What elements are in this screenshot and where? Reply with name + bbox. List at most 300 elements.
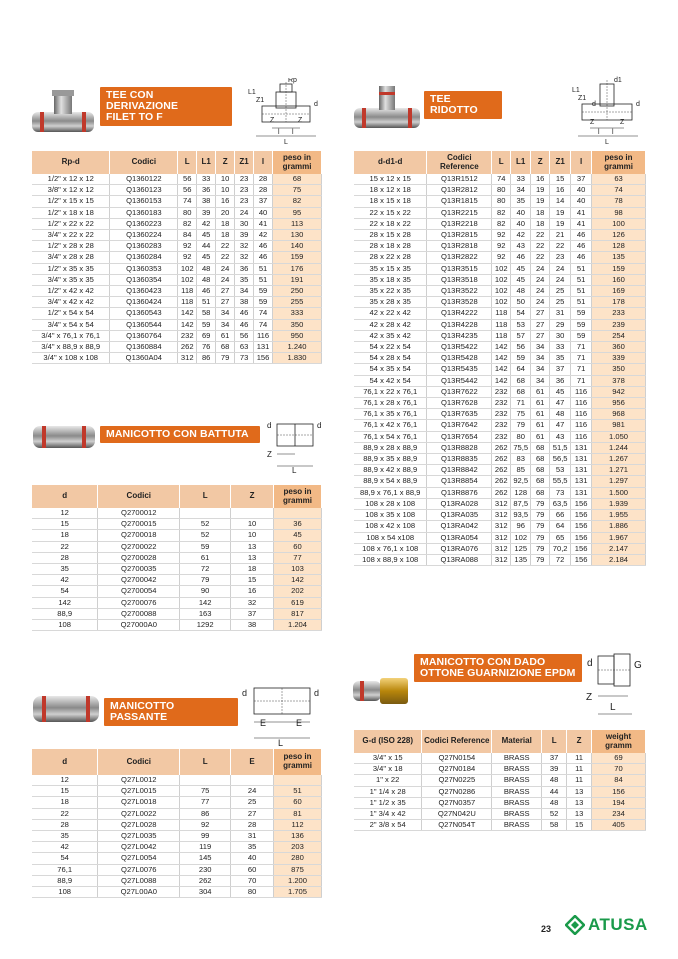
table-cell: 169 bbox=[592, 286, 646, 297]
table-cell: Q27N0154 bbox=[422, 753, 492, 764]
table-cell: 79 bbox=[216, 353, 235, 364]
table-cell: Q1360354 bbox=[110, 274, 178, 285]
table-cell: 142 bbox=[32, 597, 98, 608]
table-cell: 160 bbox=[592, 274, 646, 285]
table-cell: Q2700042 bbox=[98, 575, 180, 586]
table-cell: Q1360153 bbox=[110, 196, 178, 207]
table-cell: 61 bbox=[216, 330, 235, 341]
table-cell: Q1360764 bbox=[110, 330, 178, 341]
table-cell: 92 bbox=[178, 241, 197, 252]
page-number: 23 bbox=[541, 924, 552, 934]
table-cell: 34 bbox=[531, 342, 550, 353]
tee-ridotto-diagram-label: Z bbox=[620, 119, 625, 126]
table-cell: 15 bbox=[32, 519, 98, 530]
table-cell: 59 bbox=[254, 286, 273, 297]
col-header: Codici Reference bbox=[427, 151, 492, 174]
table-cell: 88,9 x 42 x 88,9 bbox=[354, 465, 427, 476]
table-cell: 119 bbox=[180, 842, 231, 853]
manicotto-dado-title: MANICOTTO CON DADO OTTONE GUARNIZIONE EPDM bbox=[414, 654, 582, 682]
table-cell: 232 bbox=[492, 398, 511, 409]
table-cell: 23 bbox=[235, 196, 254, 207]
table-cell: 73 bbox=[550, 487, 571, 498]
table-cell: 54 x 35 x 54 bbox=[354, 364, 427, 375]
table-cell: 23 bbox=[235, 185, 254, 196]
table-cell: 76 bbox=[197, 342, 216, 353]
table-cell: 35 bbox=[550, 353, 571, 364]
table-row bbox=[354, 487, 646, 498]
table-cell: 38 bbox=[235, 297, 254, 308]
table-cell: 79 bbox=[531, 498, 550, 509]
table-cell: 51 bbox=[197, 297, 216, 308]
table-cell: 178 bbox=[592, 297, 646, 308]
table-cell: 19 bbox=[550, 218, 571, 229]
table-cell: 72 bbox=[550, 554, 571, 565]
table-cell: 16 bbox=[531, 174, 550, 185]
table-cell: 73 bbox=[235, 353, 254, 364]
table-cell: 102 bbox=[178, 263, 197, 274]
table-cell: 56 bbox=[178, 174, 197, 185]
table-cell: 18 bbox=[216, 218, 235, 229]
table-cell: 27 bbox=[531, 330, 550, 341]
table-row bbox=[354, 319, 646, 330]
table-row bbox=[32, 196, 322, 207]
table-cell: 1/2" x 35 x 35 bbox=[32, 263, 110, 274]
table-cell: Q2700028 bbox=[98, 552, 180, 563]
table-cell: 16 bbox=[550, 185, 571, 196]
col-header: weight gramm bbox=[592, 730, 646, 753]
table-cell: Q13R1815 bbox=[427, 196, 492, 207]
table-cell: 203 bbox=[274, 842, 322, 853]
table-cell: 131 bbox=[571, 476, 592, 487]
table-cell: 16 bbox=[216, 196, 235, 207]
table-cell: 41 bbox=[571, 218, 592, 229]
table-cell: 45 bbox=[511, 263, 531, 274]
table-cell: 817 bbox=[274, 608, 322, 619]
table-cell: 233 bbox=[592, 308, 646, 319]
col-header: Z bbox=[567, 730, 592, 753]
table-cell: 15 bbox=[231, 575, 274, 586]
table-cell: 312 bbox=[492, 554, 511, 565]
manicotto-passante-diagram-label: d bbox=[314, 688, 320, 698]
table-cell: 405 bbox=[592, 820, 646, 831]
table-cell: Q27L0022 bbox=[98, 808, 180, 819]
table-row bbox=[354, 409, 646, 420]
table-cell: 156 bbox=[571, 498, 592, 509]
table-cell: 24 bbox=[531, 286, 550, 297]
table-cell: 22 bbox=[531, 252, 550, 263]
table-cell: 312 bbox=[492, 532, 511, 543]
table-cell: 156 bbox=[571, 532, 592, 543]
table-cell: Q13R3518 bbox=[427, 274, 492, 285]
table-cell: 92 bbox=[492, 252, 511, 263]
table-cell: 35 x 28 x 35 bbox=[354, 297, 427, 308]
table-cell: 54 x 42 x 54 bbox=[354, 375, 427, 386]
table-cell: 194 bbox=[592, 797, 646, 808]
table-cell: 74 bbox=[178, 196, 197, 207]
table-row bbox=[32, 597, 322, 608]
manicotto-battuta-table bbox=[32, 485, 322, 631]
table-cell: 75 bbox=[180, 786, 231, 797]
table-cell: 40 bbox=[231, 853, 274, 864]
table-row bbox=[32, 174, 322, 185]
table-row bbox=[32, 508, 322, 519]
table-cell: 304 bbox=[180, 887, 231, 898]
table-cell: 13 bbox=[231, 552, 274, 563]
table-cell: 12 bbox=[32, 508, 98, 519]
table-cell: 23 bbox=[235, 174, 254, 185]
table-cell: 28 x 18 x 28 bbox=[354, 241, 427, 252]
tee-ridotto-diagram-label: l bbox=[598, 129, 600, 136]
table-cell: 234 bbox=[592, 809, 646, 820]
table-cell: Q13R2818 bbox=[427, 241, 492, 252]
table-cell: 46 bbox=[571, 241, 592, 252]
col-header: Codici bbox=[98, 749, 180, 775]
table-cell: 54 x 28 x 54 bbox=[354, 353, 427, 364]
col-header: peso in grammi bbox=[273, 151, 322, 174]
table-cell: 60 bbox=[274, 541, 322, 552]
table-cell: 76,1 bbox=[32, 864, 98, 875]
table-cell: 38 bbox=[197, 196, 216, 207]
table-row bbox=[32, 620, 322, 631]
table-cell: 140 bbox=[273, 241, 322, 252]
table-cell: 60 bbox=[274, 797, 322, 808]
table-cell: 72 bbox=[180, 564, 231, 575]
table-row bbox=[32, 564, 322, 575]
table-cell: 68 bbox=[531, 465, 550, 476]
table-cell: Q13RA054 bbox=[427, 532, 492, 543]
table-row bbox=[32, 819, 322, 830]
col-header: Material bbox=[492, 730, 542, 753]
table-cell: 22 bbox=[216, 241, 235, 252]
table-cell: Q27L0018 bbox=[98, 797, 180, 808]
table-cell: 28 bbox=[254, 185, 273, 196]
table-cell: 77 bbox=[274, 552, 322, 563]
table-cell: BRASS bbox=[492, 786, 542, 797]
table-cell: 84 bbox=[592, 775, 646, 786]
tee-ridotto-diagram-label: d1 bbox=[614, 77, 622, 84]
table-cell: 108 x 76,1 x 108 bbox=[354, 543, 427, 554]
table-cell: 34 bbox=[531, 375, 550, 386]
table-cell: 39 bbox=[235, 230, 254, 241]
table-cell: Q13R8835 bbox=[427, 454, 492, 465]
table-cell: 13 bbox=[567, 809, 592, 820]
table-cell: 34 bbox=[235, 286, 254, 297]
table-cell: 30 bbox=[550, 330, 571, 341]
table-cell: Q27L0076 bbox=[98, 864, 180, 875]
table-cell: 102 bbox=[511, 532, 531, 543]
manicotto-passante-title: MANICOTTO PASSANTE bbox=[104, 698, 238, 726]
table-cell: 24 bbox=[550, 263, 571, 274]
table-cell: 35 x 18 x 35 bbox=[354, 274, 427, 285]
table-row bbox=[32, 864, 322, 875]
table-cell: 46 bbox=[197, 286, 216, 297]
table-cell: Q13R2215 bbox=[427, 207, 492, 218]
table-cell: 92 bbox=[178, 252, 197, 263]
table-row bbox=[32, 608, 322, 619]
table-cell: 118 bbox=[178, 286, 197, 297]
table-cell: Q13R8876 bbox=[427, 487, 492, 498]
table-cell: Q13R8854 bbox=[427, 476, 492, 487]
table-row bbox=[354, 797, 646, 808]
table-cell: 142 bbox=[274, 575, 322, 586]
col-header: peso in grammi bbox=[274, 485, 322, 508]
table-cell: Q1360122 bbox=[110, 174, 178, 185]
table-cell: 126 bbox=[592, 230, 646, 241]
table-cell: 3/4" x 76,1 x 76,1 bbox=[32, 330, 110, 341]
table-cell: 71 bbox=[571, 364, 592, 375]
table-cell: 312 bbox=[492, 510, 511, 521]
manicotto-dado-diagram-label: L bbox=[610, 702, 616, 713]
table-cell: 38 bbox=[231, 620, 274, 631]
table-cell: 32 bbox=[231, 597, 274, 608]
table-cell: Q2700015 bbox=[98, 519, 180, 530]
table-cell: Q27N054T bbox=[422, 820, 492, 831]
table-row bbox=[32, 286, 322, 297]
table-row bbox=[32, 575, 322, 586]
table-cell: Q13R4235 bbox=[427, 330, 492, 341]
table-cell: 46 bbox=[571, 230, 592, 241]
table-cell: 64 bbox=[511, 364, 531, 375]
table-cell: BRASS bbox=[492, 809, 542, 820]
table-cell: Q27L0028 bbox=[98, 819, 180, 830]
table-cell: 52 bbox=[180, 530, 231, 541]
table-cell: 51 bbox=[571, 274, 592, 285]
table-cell: 156 bbox=[592, 786, 646, 797]
table-cell: 71 bbox=[571, 375, 592, 386]
table-cell: 42 bbox=[197, 218, 216, 229]
table-cell: Q13R3528 bbox=[427, 297, 492, 308]
table-cell: 34 bbox=[531, 364, 550, 375]
table-cell: 24 bbox=[235, 207, 254, 218]
table-cell: 202 bbox=[274, 586, 322, 597]
col-header: Rp-d bbox=[32, 151, 110, 174]
table-cell: 29 bbox=[550, 319, 571, 330]
tee-derivazione-diagram-label: Z bbox=[298, 117, 303, 124]
table-cell: 36 bbox=[550, 375, 571, 386]
table-cell bbox=[180, 775, 231, 786]
table-cell: 48 bbox=[197, 274, 216, 285]
table-cell: 70 bbox=[592, 764, 646, 775]
manicotto-passante-image bbox=[32, 694, 100, 729]
table-cell: 3/4" x 28 x 28 bbox=[32, 252, 110, 263]
table-cell: 32 bbox=[235, 252, 254, 263]
table-cell: Q13RA028 bbox=[427, 498, 492, 509]
table-cell: 51 bbox=[571, 286, 592, 297]
table-cell: 102 bbox=[492, 274, 511, 285]
table-cell: 74 bbox=[254, 319, 273, 330]
table-row bbox=[32, 252, 322, 263]
table-row bbox=[32, 831, 322, 842]
table-cell: 18 bbox=[231, 564, 274, 575]
table-cell: 113 bbox=[273, 218, 322, 229]
table-cell: 58 bbox=[542, 820, 567, 831]
table-cell: 102 bbox=[492, 263, 511, 274]
col-header: Z1 bbox=[550, 151, 571, 174]
table-cell: 59 bbox=[180, 541, 231, 552]
tee-derivazione-body bbox=[32, 174, 322, 364]
tee-derivazione-table bbox=[32, 151, 322, 364]
table-row bbox=[32, 230, 322, 241]
col-header: peso in grammi bbox=[592, 151, 646, 174]
table-cell: 1.267 bbox=[592, 454, 646, 465]
table-cell: 36 bbox=[235, 263, 254, 274]
table-cell: 28 bbox=[32, 819, 98, 830]
manicotto-battuta-diagram-label: d bbox=[267, 421, 272, 430]
table-cell: 27 bbox=[531, 319, 550, 330]
table-cell: 50 bbox=[511, 297, 531, 308]
table-cell: 232 bbox=[492, 409, 511, 420]
table-row bbox=[32, 786, 322, 797]
table-cell: 339 bbox=[592, 353, 646, 364]
table-cell: 262 bbox=[178, 342, 197, 353]
table-cell: 142 bbox=[492, 364, 511, 375]
table-cell: 79 bbox=[511, 420, 531, 431]
table-cell: 350 bbox=[592, 364, 646, 375]
table-cell: 1/2" x 18 x 18 bbox=[32, 207, 110, 218]
table-cell: 176 bbox=[273, 263, 322, 274]
table-cell: 92,5 bbox=[511, 476, 531, 487]
table-cell: 262 bbox=[180, 875, 231, 886]
tee-ridotto-diagram-label: L1 bbox=[572, 87, 580, 94]
manicotto-battuta-diagram-label: L bbox=[292, 466, 297, 474]
table-cell: 1/2" x 12 x 12 bbox=[32, 174, 110, 185]
table-cell: Q27L0035 bbox=[98, 831, 180, 842]
table-cell: 25 bbox=[550, 286, 571, 297]
table-cell: 52 bbox=[542, 809, 567, 820]
table-cell: 619 bbox=[274, 597, 322, 608]
table-cell: Q27N042U bbox=[422, 809, 492, 820]
table-cell: 22 bbox=[531, 241, 550, 252]
table-cell: Q2700018 bbox=[98, 530, 180, 541]
table-cell: 59 bbox=[571, 330, 592, 341]
table-cell: 46 bbox=[254, 252, 273, 263]
table-row bbox=[354, 521, 646, 532]
table-cell: 142 bbox=[492, 353, 511, 364]
table-cell: 24 bbox=[216, 263, 235, 274]
table-cell: 968 bbox=[592, 409, 646, 420]
tee-ridotto-image bbox=[352, 84, 422, 137]
table-cell: 33 bbox=[550, 342, 571, 353]
table-cell: Q1360223 bbox=[110, 218, 178, 229]
table-cell: 1/2" x 28 x 28 bbox=[32, 241, 110, 252]
table-cell: 37 bbox=[542, 753, 567, 764]
table-cell: 1" 1/2 x 35 bbox=[354, 797, 422, 808]
table-cell: 76,1 x 54 x 76,1 bbox=[354, 431, 427, 442]
table-cell: Q1360183 bbox=[110, 207, 178, 218]
table-cell: 66 bbox=[550, 510, 571, 521]
table-cell: 333 bbox=[273, 308, 322, 319]
table-cell: 45 bbox=[197, 230, 216, 241]
table-cell: 46 bbox=[571, 252, 592, 263]
table-cell: 350 bbox=[273, 319, 322, 330]
table-cell: 82 bbox=[492, 207, 511, 218]
table-cell: 1292 bbox=[180, 620, 231, 631]
table-row bbox=[354, 809, 646, 820]
table-cell: 28 x 22 x 28 bbox=[354, 252, 427, 263]
table-cell: 98 bbox=[592, 207, 646, 218]
table-cell bbox=[274, 508, 322, 519]
table-cell: Q13R8828 bbox=[427, 442, 492, 453]
table-cell: 46 bbox=[254, 241, 273, 252]
table-cell: Q27L0054 bbox=[98, 853, 180, 864]
table-cell: 145 bbox=[180, 853, 231, 864]
table-cell: 1.939 bbox=[592, 498, 646, 509]
tee-derivazione-diagram-label: Z1 bbox=[256, 97, 265, 104]
table-cell: 3/4" x 15 bbox=[354, 753, 422, 764]
table-cell: 41 bbox=[571, 207, 592, 218]
table-cell: 79 bbox=[531, 532, 550, 543]
table-row bbox=[354, 465, 646, 476]
manicotto-battuta-diagram-label: d bbox=[317, 421, 322, 430]
table-cell: 61 bbox=[531, 398, 550, 409]
table-cell: 18 bbox=[531, 207, 550, 218]
table-cell: 79 bbox=[531, 510, 550, 521]
table-cell: 76,1 x 28 x 76,1 bbox=[354, 398, 427, 409]
table-cell: 1.886 bbox=[592, 521, 646, 532]
table-cell: Q27L0015 bbox=[98, 786, 180, 797]
table-cell: Q13R7654 bbox=[427, 431, 492, 442]
table-row bbox=[32, 808, 322, 819]
table-cell: 18 bbox=[32, 797, 98, 808]
table-cell: 10 bbox=[231, 519, 274, 530]
table-cell: 1.500 bbox=[592, 487, 646, 498]
table-cell: 75 bbox=[273, 185, 322, 196]
table-cell: 82 bbox=[492, 218, 511, 229]
table-cell: Q1360544 bbox=[110, 319, 178, 330]
col-header: l bbox=[254, 151, 273, 174]
table-cell: 83 bbox=[511, 454, 531, 465]
table-cell: 27 bbox=[216, 297, 235, 308]
table-cell: 3/4" x 108 x 108 bbox=[32, 353, 110, 364]
table-cell: 28 bbox=[254, 174, 273, 185]
table-cell: Q27N0184 bbox=[422, 764, 492, 775]
table-cell: 130 bbox=[273, 230, 322, 241]
table-cell: 68 bbox=[273, 174, 322, 185]
table-cell: 51 bbox=[254, 263, 273, 274]
table-cell: 11 bbox=[567, 764, 592, 775]
manicotto-battuta-title: MANICOTTO CON BATTUTA bbox=[100, 426, 260, 443]
tee-derivazione-diagram-label: L1 bbox=[248, 89, 256, 96]
table-cell: 360 bbox=[592, 342, 646, 353]
table-cell: 156 bbox=[571, 510, 592, 521]
table-cell: Q1360A04 bbox=[110, 353, 178, 364]
table-cell: 156 bbox=[571, 554, 592, 565]
tee-derivazione-diagram-label: l bbox=[292, 129, 294, 136]
table-cell: 80 bbox=[492, 196, 511, 207]
table-cell: 59 bbox=[571, 319, 592, 330]
table-cell: 108 bbox=[32, 620, 98, 631]
table-cell: 3/4" x 54 x 54 bbox=[32, 319, 110, 330]
table-cell: 88,9 bbox=[32, 875, 98, 886]
table-cell: 142 bbox=[492, 342, 511, 353]
table-cell: 42 x 22 x 42 bbox=[354, 308, 427, 319]
table-cell: 102 bbox=[492, 286, 511, 297]
table-cell: 24 bbox=[231, 786, 274, 797]
manicotto-dado-diagram-label: G bbox=[634, 660, 642, 671]
table-cell: 1" 3/4 x 42 bbox=[354, 809, 422, 820]
table-cell: 51 bbox=[571, 297, 592, 308]
col-header: d-d1-d bbox=[354, 151, 427, 174]
table-cell: 80 bbox=[511, 431, 531, 442]
table-cell: Q2700035 bbox=[98, 564, 180, 575]
table-cell: 79 bbox=[531, 543, 550, 554]
table-cell: Q1360284 bbox=[110, 252, 178, 263]
manicotto-dado-diagram bbox=[584, 652, 646, 725]
table-cell: 36 bbox=[274, 519, 322, 530]
table-cell: 28 bbox=[231, 819, 274, 830]
tee-derivazione-diagram-label: d bbox=[314, 101, 318, 108]
tee-derivazione-diagram-label: L bbox=[284, 139, 288, 146]
